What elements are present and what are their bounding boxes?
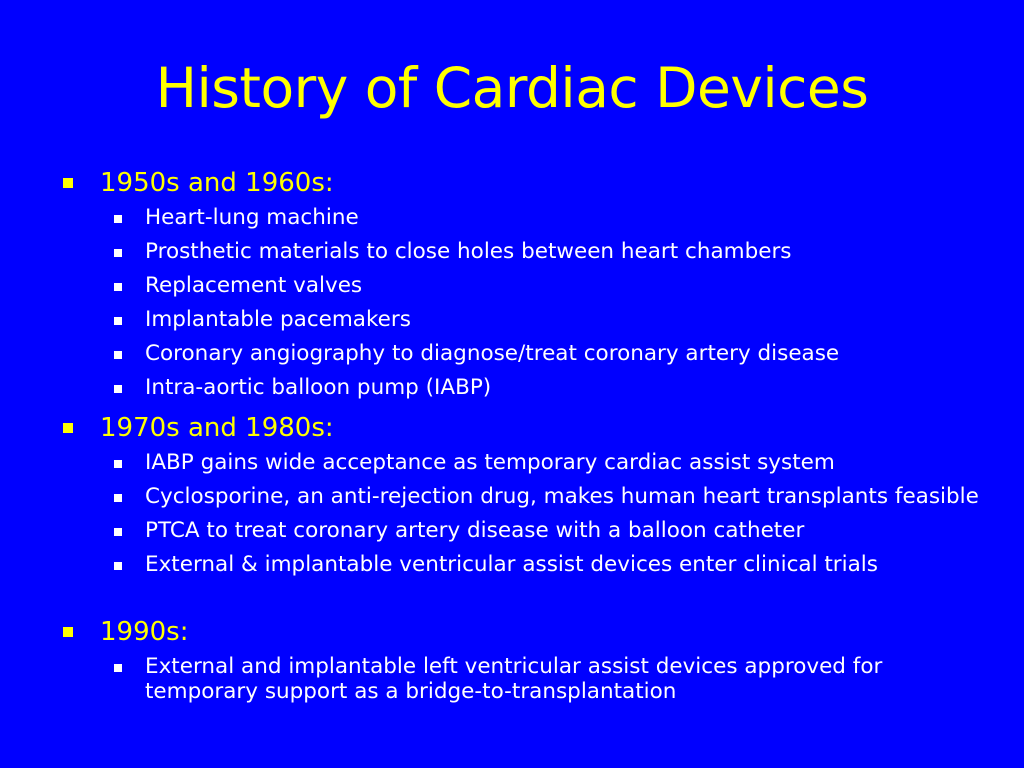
section-1990s (0, 615, 1024, 713)
list-item (0, 205, 995, 230)
square-bullet-icon (114, 317, 122, 325)
list-item-text: Heart-lung machine (145, 205, 359, 230)
square-bullet-icon (114, 385, 122, 393)
section-1970s-1980s (0, 411, 1024, 586)
square-bullet-icon (114, 562, 122, 570)
list-item (0, 341, 995, 366)
square-bullet-icon (114, 494, 122, 502)
section-heading (0, 166, 1024, 200)
list-item-text: External & implantable ventricular assist devices enter clinical trials (145, 552, 878, 577)
square-bullet-icon (63, 178, 73, 188)
list-item-text: Replacement valves (145, 273, 363, 298)
list-item-text: Implantable pacemakers (145, 307, 411, 332)
list-item-text: PTCA to treat coronary artery disease with a balloon catheter (145, 518, 805, 543)
section-heading-text: 1970s and 1980s: (100, 413, 334, 443)
section-heading (0, 411, 1024, 445)
sub-list (0, 654, 1024, 704)
square-bullet-icon (63, 423, 73, 433)
list-item (0, 450, 995, 475)
list-item-text: Intra-aortic balloon pump (IABP) (145, 375, 492, 400)
square-bullet-icon (114, 283, 122, 291)
sub-list (0, 450, 1024, 577)
square-bullet-icon (114, 460, 122, 468)
list-item (0, 307, 995, 332)
section-heading (0, 615, 1024, 649)
section-heading-text: 1950s and 1960s: (100, 168, 334, 198)
list-item (0, 239, 995, 264)
sub-list (0, 205, 1024, 400)
square-bullet-icon (114, 664, 122, 672)
list-item (0, 518, 995, 543)
square-bullet-icon (114, 528, 122, 536)
list-item-text: Coronary angiography to diagnose/treat coronary artery disease (145, 341, 840, 366)
list-item (0, 552, 995, 577)
list-item (0, 484, 995, 509)
list-item (0, 654, 995, 704)
list-item-text: External and implantable left ventricular assist devices approved for temporary support as a bridge-to-transplantation (145, 654, 883, 704)
square-bullet-icon (114, 351, 122, 359)
list-item-text: Cyclosporine, an anti-rejection drug, makes human heart transplants feasible (145, 484, 979, 509)
square-bullet-icon (114, 249, 122, 257)
slide-title: History of Cardiac Devices (155, 56, 869, 120)
list-item-text: Prosthetic materials to close holes between heart chambers (145, 239, 792, 264)
list-item (0, 375, 995, 400)
square-bullet-icon (63, 627, 73, 637)
square-bullet-icon (114, 215, 122, 223)
list-item (0, 273, 995, 298)
section-heading-text: 1990s: (100, 617, 189, 647)
list-item-text: IABP gains wide acceptance as temporary cardiac assist system (145, 450, 835, 475)
section-1950s-1960s (0, 166, 1024, 409)
